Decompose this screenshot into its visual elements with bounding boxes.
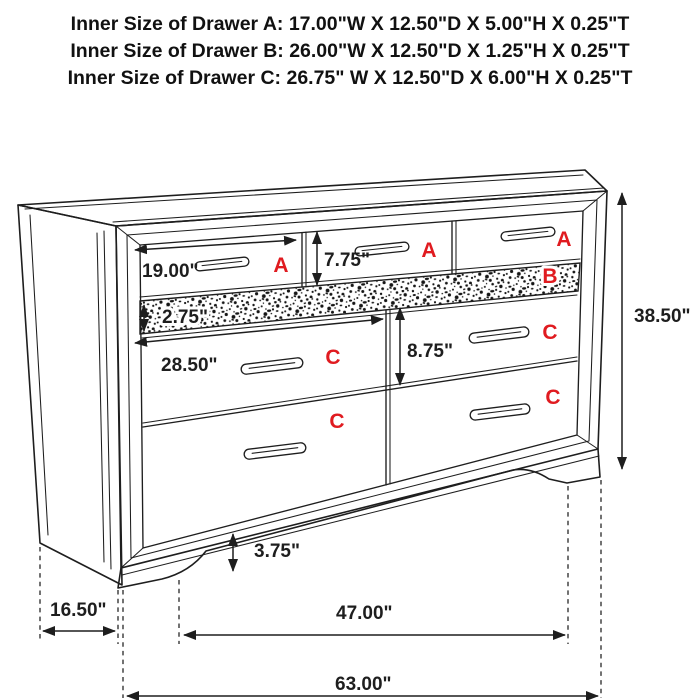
- label-drawer-c-middle-right: C: [542, 321, 558, 344]
- handle-middle-left-drawer: [241, 357, 304, 374]
- dim-label-19-00: 19.00": [142, 261, 199, 282]
- dim-overall-width: [127, 674, 598, 696]
- drawer-letter-labels: [273, 228, 571, 433]
- handle-top-left-drawer: [195, 257, 250, 272]
- dim-overall-height: [622, 193, 691, 469]
- label-drawer-c-middle-left: C: [325, 346, 341, 369]
- dim-label-2-75: 2.75": [162, 307, 208, 328]
- handle-top-right-drawer: [501, 227, 556, 242]
- dim-label-47-00: 47.00": [336, 603, 393, 624]
- dim-inner-leg-span: [184, 603, 565, 635]
- dresser-base-apron-and-legs: [118, 449, 600, 588]
- dim-drawer-a-width: [135, 240, 296, 282]
- dim-label-3-75: 3.75": [254, 541, 300, 562]
- dim-drawer-c-height: [400, 308, 453, 385]
- label-drawer-c-bottom-right: C: [545, 386, 561, 409]
- projection-dashed-lines: [40, 480, 601, 698]
- dim-label-28-50: 28.50": [161, 355, 218, 376]
- header-line-drawer-a: Inner Size of Drawer A: 17.00"W X 12.50"D X 5.00"H X 0.25"T: [70, 13, 630, 35]
- dim-label-16-50: 16.50": [50, 600, 107, 621]
- label-drawer-a-top-right: A: [556, 228, 572, 251]
- handle-middle-right-drawer: [469, 326, 530, 343]
- handle-bottom-right-drawer: [470, 403, 531, 420]
- label-drawer-b-strip: B: [542, 265, 558, 288]
- drawer-handles: [195, 227, 556, 460]
- dresser-front-frame: [116, 191, 607, 568]
- dim-label-7-75: 7.75": [324, 250, 370, 271]
- dresser-left-side-panel: [18, 205, 122, 585]
- dim-drawer-a-height: [317, 232, 370, 285]
- header-line-drawer-c: Inner Size of Drawer C: 26.75" W X 12.50"D X 6.00"H X 0.25"T: [67, 67, 633, 89]
- dim-label-63-00: 63.00": [335, 674, 392, 695]
- label-drawer-c-bottom-left: C: [329, 410, 345, 433]
- dim-label-8-75: 8.75": [407, 341, 453, 362]
- dim-base-clearance: [233, 534, 300, 571]
- dim-label-38-50: 38.50": [634, 306, 691, 327]
- label-drawer-a-top-left: A: [273, 254, 289, 277]
- label-drawer-a-top-middle: A: [421, 239, 437, 262]
- handle-bottom-left-drawer: [244, 442, 307, 459]
- dim-side-depth: [43, 600, 115, 631]
- header-line-drawer-b: Inner Size of Drawer B: 26.00"W X 12.50"D X 1.25"H X 0.25"T: [70, 40, 630, 62]
